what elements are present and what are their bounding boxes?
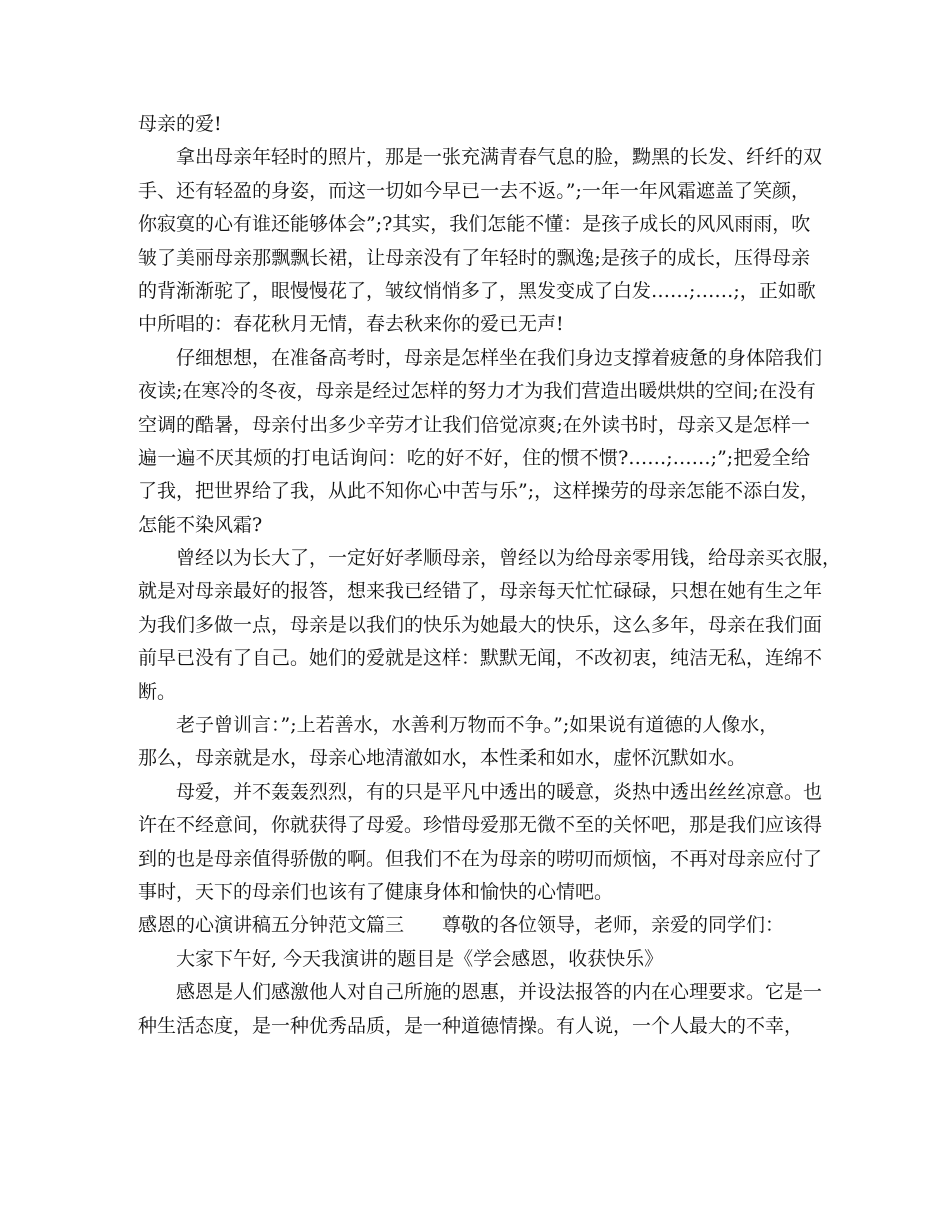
text-line: 了我，把世界给了我，从此不知你心中苦与乐”;，这样操劳的母亲怎能不添白发， (138, 480, 820, 503)
text-line: 曾经以为长大了，一定好好孝顺母亲，曾经以为给母亲零用钱，给母亲买衣服， (176, 547, 842, 570)
text-line: 你寂寞的心有谁还能够体会”;?其实，我们怎能不懂：是孩子成长的风风雨雨，吹 (138, 213, 811, 236)
text-line: 母爱，并不轰轰烈烈，有的只是平凡中透出的暖意，炎热中透出丝丝凉意。也 (176, 780, 823, 803)
salutation: 尊敬的各位领导，老师，亲爱的同学们： (442, 914, 785, 937)
text-line: 怎能不染风霜? (138, 513, 263, 536)
text-line: 事时，天下的母亲们也该有了健康身体和愉快的心情吧。 (138, 880, 614, 903)
section-heading-line (138, 909, 810, 942)
text-line: 断。 (138, 680, 177, 703)
text-line: 空调的酷暑，母亲付出多少辛劳才让我们倍觉凉爽;在外读书时，母亲又是怎样一 (138, 413, 810, 436)
document-page (138, 108, 842, 1043)
text-line: 夜读;在寒冷的冬夜，母亲是经过怎样的努力才为我们营造出暖烘烘的空间;在没有 (138, 380, 816, 403)
text-line: 种生活态度，是一种优秀品质，是一种道德情操。有人说，一个人最大的不幸， (138, 1014, 804, 1037)
text-line: 许在不经意间，你就获得了母爱。珍惜母爱那无微不至的关怀吧，那是我们应该得 (138, 814, 823, 837)
body-text-block (138, 108, 842, 909)
text-line: 到的也是母亲值得骄傲的啊。但我们不在为母亲的唠叨而烦恼，不再对母亲应付了 (138, 847, 823, 870)
text-line: 拿出母亲年轻时的照片，那是一张充满青春气息的脸，黝黑的长发、纤纤的双 (176, 146, 823, 169)
text-line: 的背渐渐驼了，眼慢慢花了，皱纹悄悄多了，黑发变成了白发……;……;，正如歌 (138, 279, 816, 302)
text-line: 那么，母亲就是水，母亲心地清澈如水，本性柔和如水，虚怀沉默如水。 (138, 747, 747, 770)
text-line: 中所唱的：春花秋月无情，春去秋来你的爱已无声! (138, 313, 564, 336)
text-line: 皱了美丽母亲那飘飘长裙，让母亲没有了年轻时的飘逸;是孩子的成长，压得母亲 (138, 246, 810, 269)
text-line: 遍一遍不厌其烦的打电话询问：吃的好不好，住的惯不惯?……;……;”;把爱全给 (138, 446, 810, 469)
text-line: 大家下午好, 今天我演讲的题目是《学会感恩，收获快乐》 (176, 947, 664, 970)
text-line: 手、还有轻盈的身姿，而这一切如今早已一去不返。”;一年一年风霜遮盖了笑颜， (138, 179, 810, 202)
text-line: 老子曾训言：”;上若善水，水善利万物而不争。”;如果说有道德的人像水， (176, 714, 779, 737)
text-line: 仔细想想，在准备高考时，母亲是怎样坐在我们身边支撑着疲惫的身体陪我们 (176, 346, 823, 369)
body-text-block-continued (138, 943, 823, 1043)
text-line: 就是对母亲最好的报答，想来我已经错了，母亲每天忙忙碌碌，只想在她有生之年 (138, 580, 823, 603)
text-line: 前早已没有了自己。她们的爱就是这样：默默无闻，不改初衷，纯洁无私，连绵不 (138, 647, 823, 670)
text-line: 感恩是人们感激他人对自己所施的恩惠，并设法报答的内在心理要求。它是一 (176, 981, 823, 1004)
section-title: 感恩的心演讲稿五分钟范文篇三 (138, 914, 405, 937)
text-line: 为我们多做一点，母亲是以我们的快乐为她最大的快乐，这么多年，母亲在我们面 (138, 613, 823, 636)
text-line: 母亲的爱! (138, 113, 222, 135)
